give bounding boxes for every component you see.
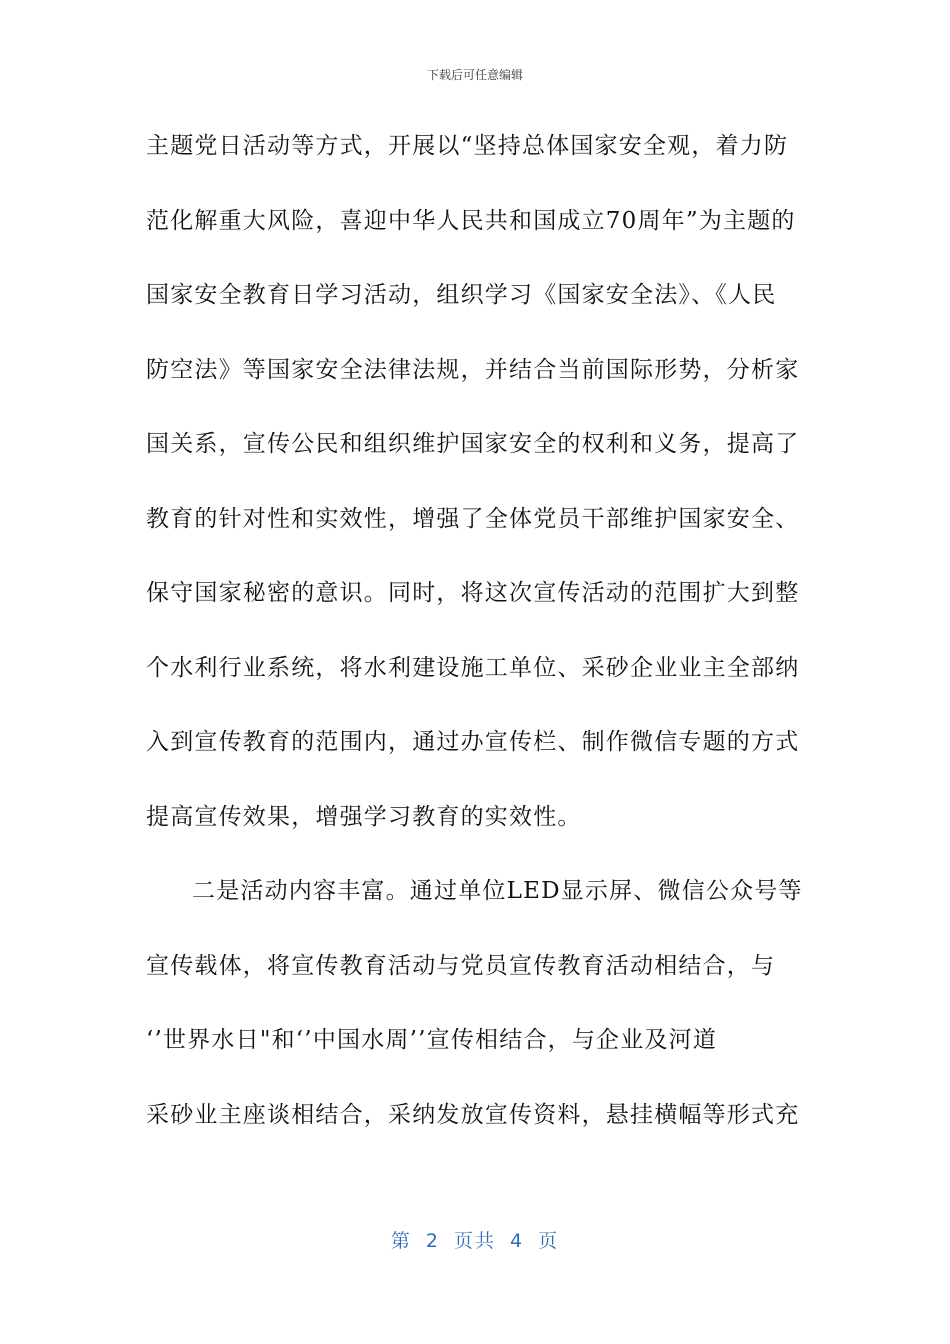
text-line-7: 保守国家秘密的意识。同时，将这次宣传活动的范围扩大到整 xyxy=(146,580,800,606)
document-body xyxy=(146,120,806,1163)
text-line-14: 采砂业主座谈相结合，采纳发放宣传资料，悬挂横幅等形式充 xyxy=(146,1101,800,1128)
text-line-1: 主题党日活动等方式，开展以“坚持总体国家安全观，着力防 xyxy=(146,133,789,159)
text-line-11: 二是活动内容丰富。通过单位LED显示屏、微信公众号等 xyxy=(192,878,803,904)
text-line-9: 入到宣传教育的范围内，通过办宣传栏、制作微信专题的方式 xyxy=(146,729,800,755)
text-line-10: 提高宣传效果，增强学习教育的实效性。 xyxy=(146,803,582,830)
text-line-4: 防空法》等国家安全法律法规，并结合当前国际形势，分析家 xyxy=(146,356,800,383)
text-line-8: 个水利行业系统，将水利建设施工单位、采砂企业业主全部纳 xyxy=(146,654,800,681)
page-current: 2 xyxy=(425,1230,440,1252)
page-label-suffix: 页 xyxy=(538,1230,560,1252)
text-line-12: 宣传载体，将宣传教育活动与党员宣传教育活动相结合，与 xyxy=(146,952,776,979)
text-line-2: 范化解重大风险，喜迎中华人民共和国成立70周年”为主题的 xyxy=(146,207,796,234)
header-note: 下载后可任意编辑 xyxy=(426,68,523,82)
text-line-5: 国关系，宣传公民和组织维护国家安全的权利和义务，提高了 xyxy=(146,431,800,457)
text-line-13: ‘’世界水日"和‘’中国水周’’宣传相结合，与企业及河道 xyxy=(146,1027,718,1053)
text-line-6: 教育的针对性和实效性，增强了全体党员干部维护国家安全、 xyxy=(146,505,800,532)
page-label-mid: 页共 xyxy=(453,1230,496,1252)
page-total: 4 xyxy=(510,1230,525,1252)
page-label-prefix: 第 xyxy=(390,1230,412,1252)
page-footer xyxy=(0,1226,950,1253)
text-line-3: 国家安全教育日学习活动，组织学习《国家安全法》、《人民 xyxy=(146,282,777,308)
